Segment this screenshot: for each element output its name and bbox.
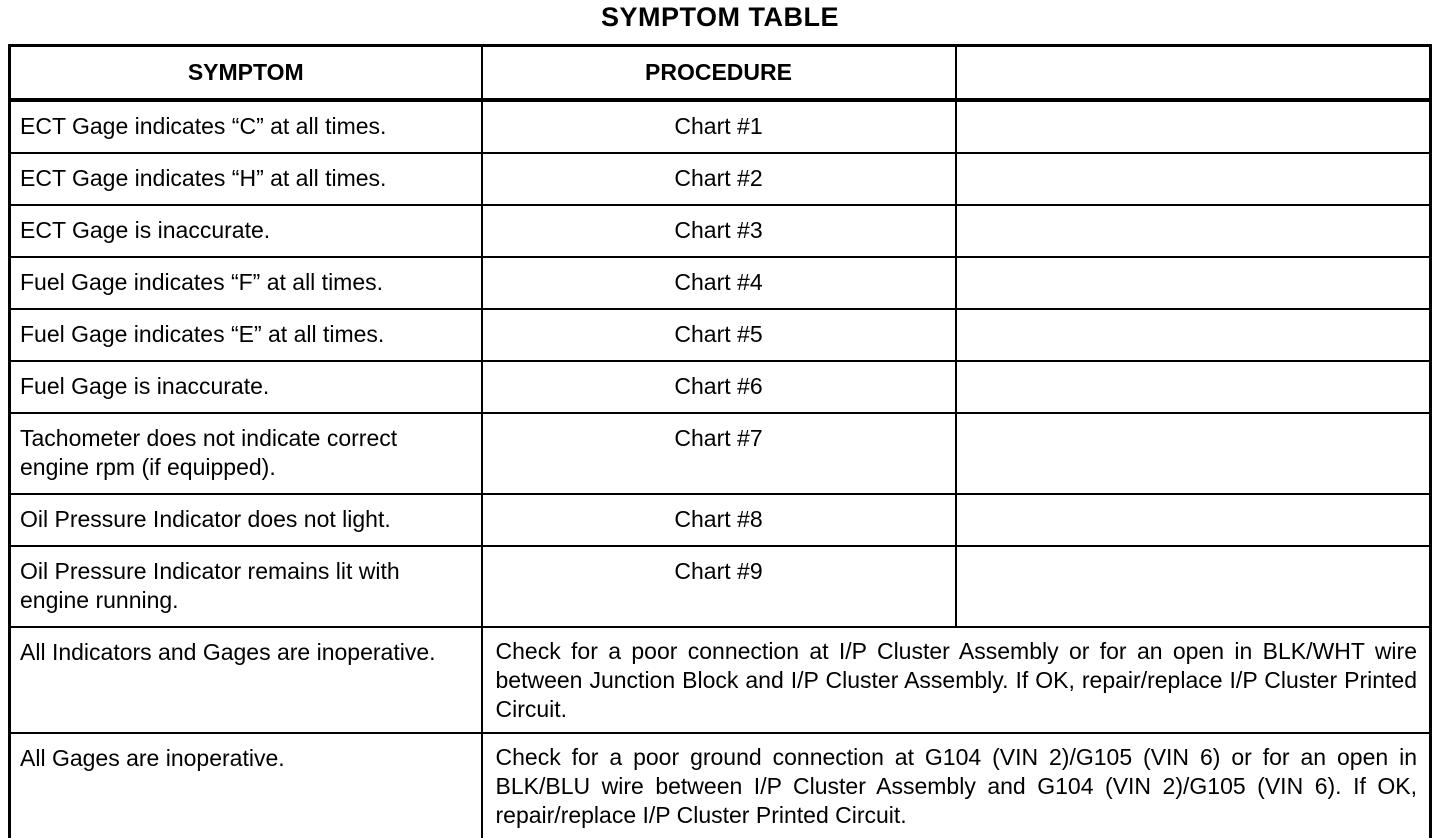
- symptom-cell: All Gages are inoperative.: [10, 733, 482, 838]
- blank-cell: [956, 494, 1431, 546]
- blank-cell: [956, 257, 1431, 309]
- symptom-cell: Oil Pressure Indicator does not light.: [10, 494, 482, 546]
- procedure-cell: Chart #3: [482, 205, 956, 257]
- blank-cell: [956, 413, 1431, 494]
- procedure-cell: Check for a poor connection at I/P Cluster Assembly or for an open in BLK/WHT wire between Junction Block and I/P Cluster Assembly. If OK, repair/replace I/P Cluster Printed Circuit.: [482, 627, 1431, 733]
- symptom-cell: ECT Gage indicates “H” at all times.: [10, 153, 482, 205]
- table-row: [10, 494, 1431, 546]
- table-row: [10, 627, 1431, 733]
- table-row: [10, 361, 1431, 413]
- header-symptom: SYMPTOM: [10, 46, 482, 101]
- procedure-cell: Chart #7: [482, 413, 956, 494]
- blank-cell: [956, 361, 1431, 413]
- table-row: [10, 309, 1431, 361]
- table-row: [10, 205, 1431, 257]
- blank-cell: [956, 309, 1431, 361]
- table-title: SYMPTOM TABLE: [600, 2, 839, 32]
- symptom-cell: Fuel Gage indicates “E” at all times.: [10, 309, 482, 361]
- table-row: [10, 413, 1431, 494]
- symptom-cell: Fuel Gage is inaccurate.: [10, 361, 482, 413]
- symptom-table: [8, 44, 1432, 838]
- header-procedure: PROCEDURE: [482, 46, 956, 101]
- table-row: [10, 546, 1431, 627]
- symptom-cell: All Indicators and Gages are inoperative.: [10, 627, 482, 733]
- procedure-cell: Chart #1: [482, 100, 956, 153]
- symptom-cell: Oil Pressure Indicator remains lit with engine running.: [10, 546, 482, 627]
- symptom-cell: Fuel Gage indicates “F” at all times.: [10, 257, 482, 309]
- procedure-cell: Chart #5: [482, 309, 956, 361]
- header-row: [10, 46, 1431, 101]
- blank-cell: [956, 546, 1431, 627]
- procedure-cell: Chart #9: [482, 546, 956, 627]
- symptom-cell: Tachometer does not indicate correct engine rpm (if equipped).: [10, 413, 482, 494]
- procedure-cell: Chart #6: [482, 361, 956, 413]
- procedure-cell: Chart #2: [482, 153, 956, 205]
- symptom-cell: ECT Gage is inaccurate.: [10, 205, 482, 257]
- procedure-cell: Chart #8: [482, 494, 956, 546]
- header-extra: [956, 46, 1431, 101]
- table-row: [10, 257, 1431, 309]
- table-row: [10, 733, 1431, 838]
- symptom-cell: ECT Gage indicates “C” at all times.: [10, 100, 482, 153]
- blank-cell: [956, 205, 1431, 257]
- blank-cell: [956, 100, 1431, 153]
- blank-cell: [956, 153, 1431, 205]
- table-row: [10, 153, 1431, 205]
- procedure-cell: Check for a poor ground connection at G104 (VIN 2)/G105 (VIN 6) or for an open in BLK/BLU wire between I/P Cluster Assembly and G104 (VIN 2)/G105 (VIN 6). If OK, repair/replace I/P Cluster Printed Circuit.: [482, 733, 1431, 838]
- procedure-cell: Chart #4: [482, 257, 956, 309]
- table-row: [10, 100, 1431, 153]
